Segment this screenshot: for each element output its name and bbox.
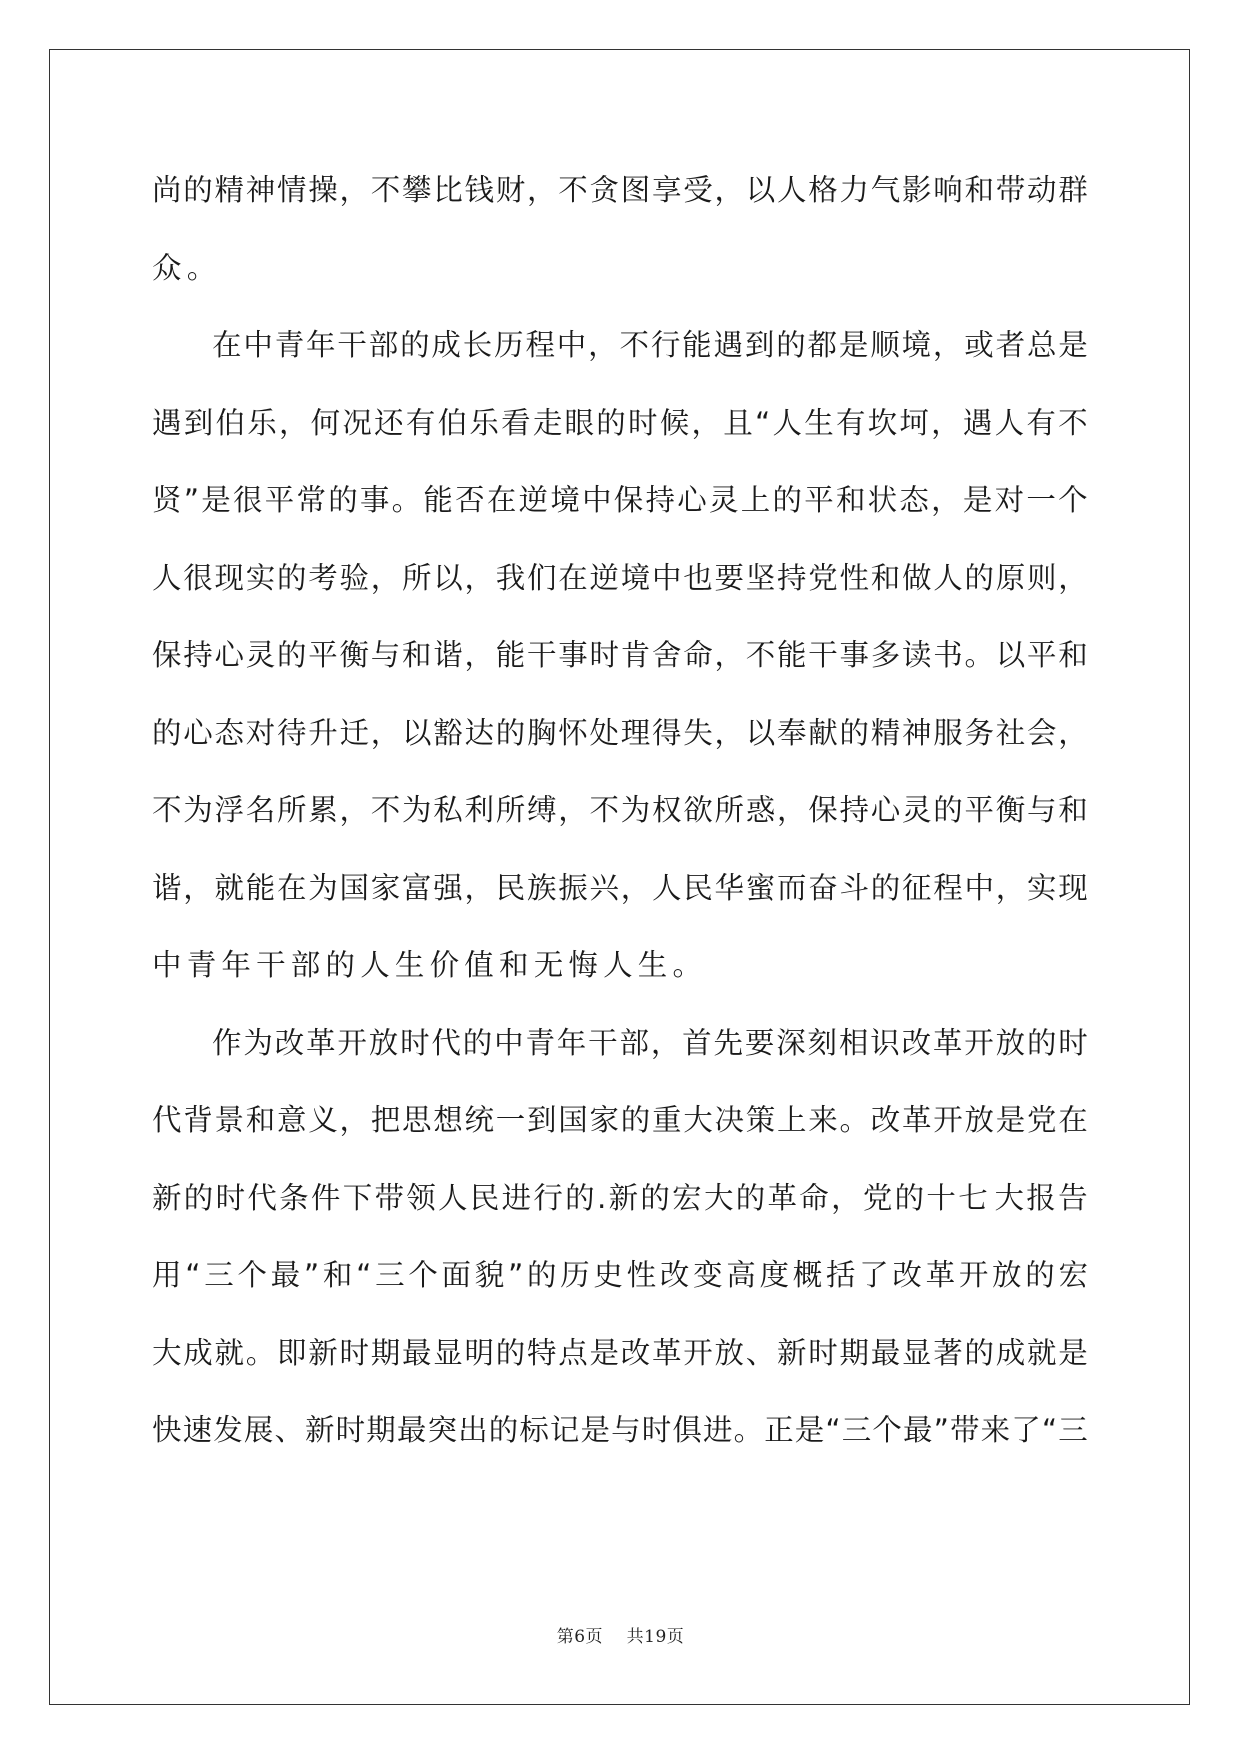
text-line: 贤 ” 是 很 平 常 的 事 。 能 否 在 逆 境 中 保 持 心 灵 上 的 平 和 状 态 ， 是 对 一 个 [152,483,1088,517]
text-line: 新 的 时 代 条 件 下 带 领 人 民 进 行 的 . 新 的 宏 大 的 革 命 ， 党 的 十 七 大 报 告 [152,1180,1088,1215]
text-line: 大 成 就 。 即 新 时 期 最 显 明 的 特 点 是 改 革 开 放 、 新 时 期 最 显 著 的 成 就 是 [152,1335,1088,1370]
text-line: 中青年干部的人生价值和无悔人生。 [152,948,708,982]
text-line: 作 为 改 革 开 放 时 代 的 中 青 年 干 部 ， 首 先 要 深 刻 相 识 改 革 开 放 的 时 [212,1025,1088,1060]
text-line: 快 速 发 展 、 新 时 期 最 突 出 的 标 记 是 与 时 俱 进 。 正 是 “ 三 个 最 ” 带 来 了 “ 三 [152,1413,1088,1447]
text-line: 人 很 现 实 的 考 验 ， 所 以 ， 我 们 在 逆 境 中 也 要 坚 持 党 性 和 做 人 的 原 则 ， [152,560,1088,595]
page-total: 共19页 [626,1627,685,1647]
page-footer [0,1622,1241,1647]
text-line: 尚 的 精 神 情 操 ， 不 攀 比 钱 财 ， 不 贪 图 享 受 ， 以 人 格 力 气 影 响 和 带 动 群 [152,173,1088,207]
text-line: 众。 [152,250,222,285]
text-line: 不 为 浮 名 所 累 ， 不 为 私 利 所 缚 ， 不 为 权 欲 所 惑 ， 保 持 心 灵 的 平 衡 与 和 [152,793,1088,827]
text-line: 保 持 心 灵 的 平 衡 与 和 谐 ， 能 干 事 时 肯 舍 命 ， 不 能 干 事 多 读 书 。 以 平 和 [152,638,1088,672]
text-line: 在 中 青 年 干 部 的 成 长 历 程 中 ， 不 行 能 遇 到 的 都 是 顺 境 ， 或 者 总 是 [212,328,1088,362]
document-body [152,152,1088,1470]
text-line: 用 “ 三 个 最 ” 和 “ 三 个 面 貌 ” 的 历 史 性 改 变 高 度 概 括 了 改 革 开 放 的 宏 [152,1258,1088,1292]
text-line: 遇 到 伯 乐 ， 何 况 还 有 伯 乐 看 走 眼 的 时 候 ， 且 “ 人 生 有 坎 坷 ， 遇 人 有 不 [152,405,1088,440]
text-line: 谐 ， 就 能 在 为 国 家 富 强 ， 民 族 振 兴 ， 人 民 华 蜜 而 奋 斗 的 征 程 中 ， 实 现 [152,870,1088,905]
page-number: 第6页 [556,1627,604,1647]
text-line: 代 背 景 和 意 义 ， 把 思 想 统 一 到 国 家 的 重 大 决 策 上 来 。 改 革 开 放 是 党 在 [152,1103,1088,1137]
text-line: 的 心 态 对 待 升 迁 ， 以 豁 达 的 胸 怀 处 理 得 失 ， 以 奉 献 的 精 神 服 务 社 会 ， [152,715,1088,750]
